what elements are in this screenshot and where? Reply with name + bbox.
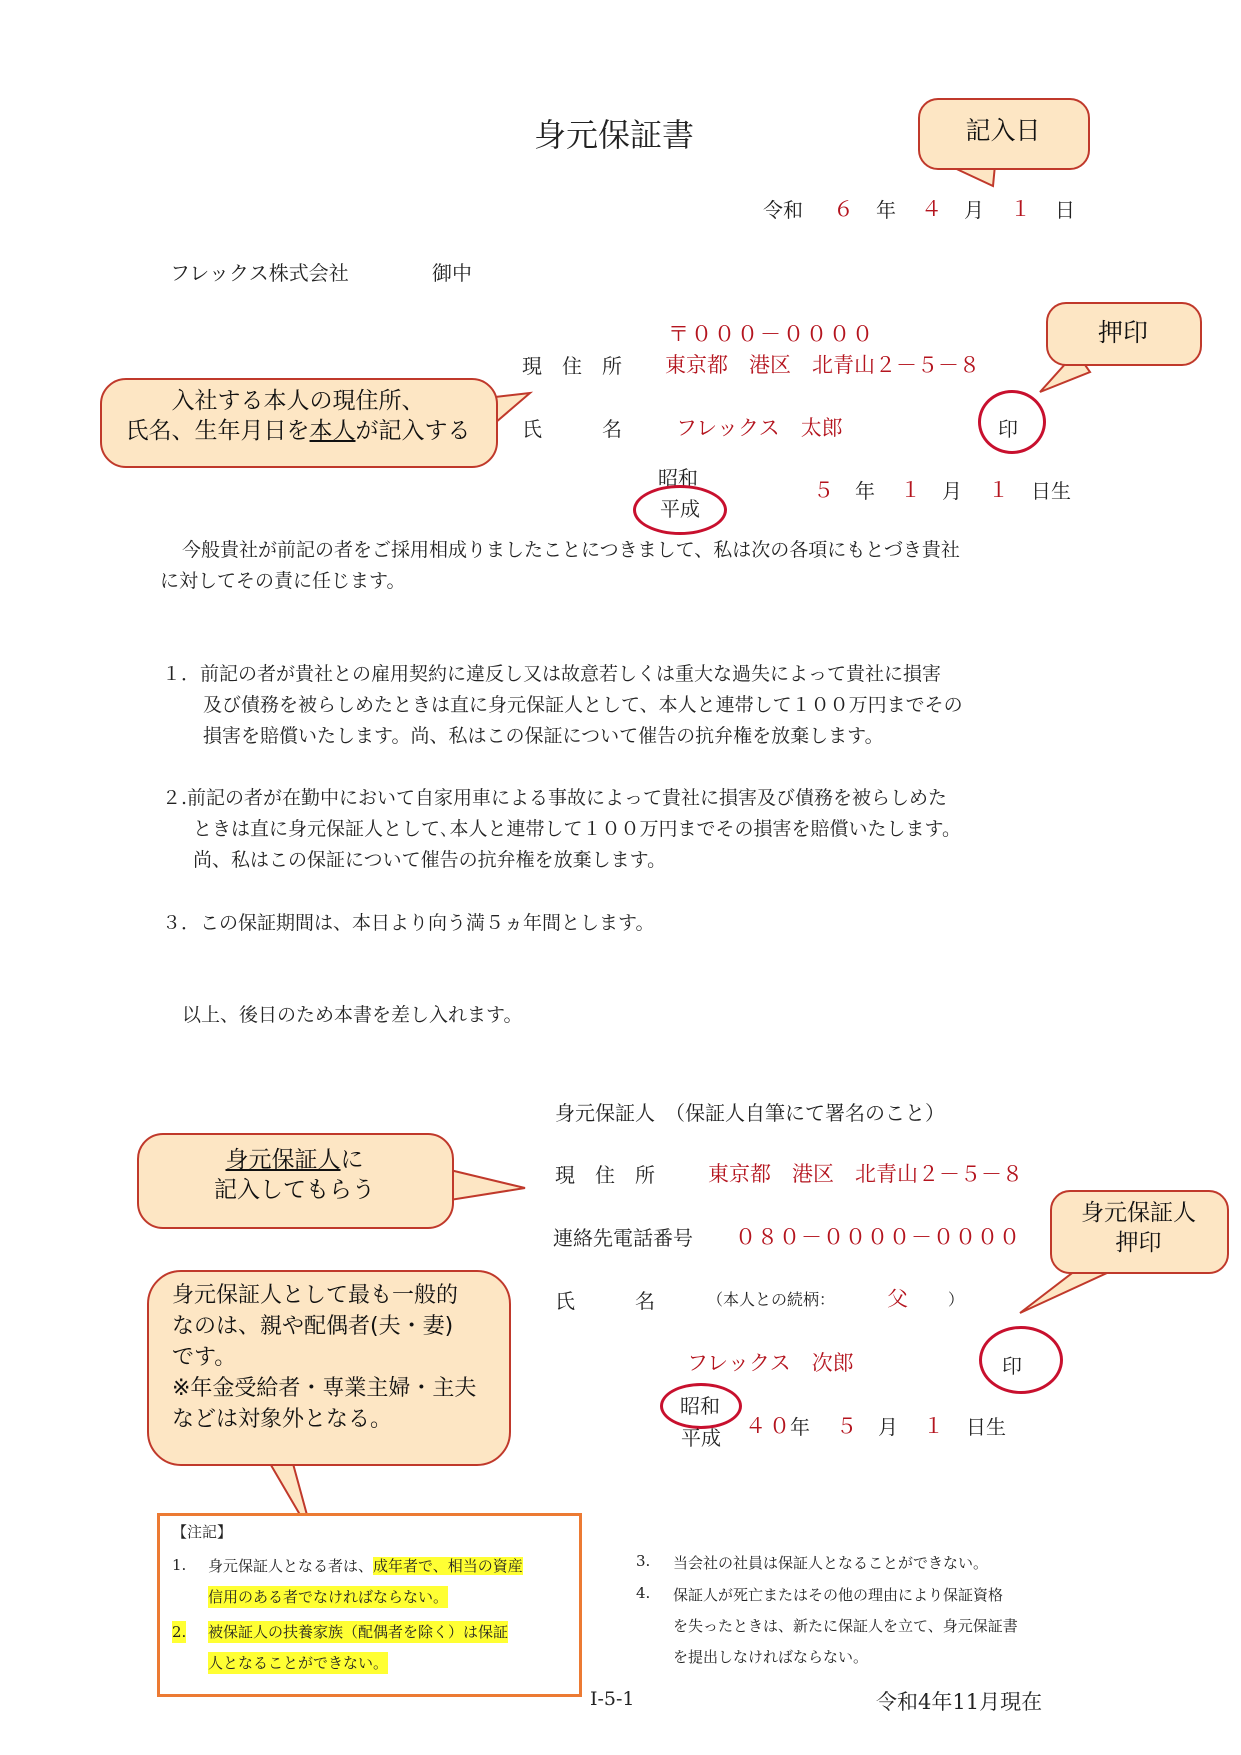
employee-name: フレックス 太郎 bbox=[676, 416, 843, 440]
typical-line5: などは対象外となる。 bbox=[172, 1407, 393, 1432]
entry-date-callout-text: 記入日 bbox=[965, 116, 1041, 145]
typical-line1: 身元保証人として最も一般的 bbox=[172, 1283, 459, 1308]
guarantor-phone: ０８０－００００－００００ bbox=[735, 1225, 1021, 1249]
note4-line3: を提出しなければならない。 bbox=[673, 1648, 869, 1666]
note2-number: 2. bbox=[172, 1623, 187, 1641]
guarantor-birth-year-unit: 年 bbox=[790, 1415, 810, 1439]
addressee-honorific: 御中 bbox=[432, 261, 472, 285]
note2-line1: 被保証人の扶養家族（配偶者を除く）は保証 bbox=[208, 1623, 509, 1641]
guarantor-name-label: 氏 名 bbox=[555, 1289, 655, 1313]
date-era: 令和 bbox=[763, 198, 803, 222]
employee-name-label: 氏 名 bbox=[522, 417, 622, 441]
employee-callout-text bbox=[100, 386, 496, 446]
guarantor-name: フレックス 次郎 bbox=[687, 1351, 854, 1375]
guarantor-birth-month: ５ bbox=[836, 1414, 857, 1438]
guarantor-fill-callout-tail bbox=[450, 1170, 525, 1200]
employee-address: 東京都 港区 北青山２－５－８ bbox=[665, 353, 980, 377]
typical-line4: ※年金受給者・専業主婦・主夫 bbox=[172, 1376, 477, 1401]
date-month-unit: 月 bbox=[964, 198, 984, 222]
guarantor-relation: 父 bbox=[887, 1287, 908, 1311]
note1-number: 1. bbox=[172, 1556, 187, 1574]
note3-number: 3. bbox=[636, 1552, 651, 1570]
guarantor-era-showa: 昭和 bbox=[680, 1394, 720, 1418]
addressee-company: フレックス株式会社 bbox=[170, 261, 349, 285]
note1-highlight1: 成年者で、相当の資産 bbox=[373, 1557, 523, 1575]
employee-era-showa: 昭和 bbox=[658, 466, 698, 490]
clause3: ３．この保証期間は、本日より向う満５ヵ年間とします。 bbox=[162, 912, 655, 934]
employee-birth-day-unit: 日生 bbox=[1031, 479, 1071, 503]
guarantor-phone-label: 連絡先電話番号 bbox=[553, 1226, 693, 1250]
guarantor-seal-callout-text bbox=[1050, 1198, 1227, 1258]
guarantor-address: 東京都 港区 北青山２－５－８ bbox=[708, 1162, 1023, 1186]
note4-line1: 保証人が死亡またはその他の理由により保証資格 bbox=[673, 1586, 1004, 1604]
typical-line2: なのは、親や配偶者(夫・妻) bbox=[172, 1314, 454, 1339]
employee-callout-line2-pre: 氏名、生年月日を bbox=[125, 418, 310, 444]
seal-callout-text: 押印 bbox=[1097, 318, 1148, 347]
notes-title: 【注記】 bbox=[172, 1523, 233, 1541]
clause2-line2: ときは直に身元保証人として､本人と連帯して１００万円までその損害を賠償いたします。 bbox=[193, 818, 961, 840]
typical-guarantor-callout-text bbox=[172, 1280, 476, 1435]
footer-page-number: Ⅰ-5-1 bbox=[590, 1688, 635, 1710]
guarantor-seal-line2: 押印 bbox=[1115, 1230, 1162, 1256]
typical-line3: です。 bbox=[172, 1345, 237, 1370]
note1-line2: 信用のある者でなければならない。 bbox=[208, 1588, 449, 1606]
clause1-line3: 損害を賠償いたします。尚、私はこの保証について催告の抗弁権を放棄します。 bbox=[203, 725, 884, 747]
note3-text: 当会社の社員は保証人となることができない。 bbox=[673, 1554, 989, 1572]
guarantor-heading: 身元保証人 （保証人自筆にて署名のこと） bbox=[555, 1101, 945, 1125]
date-year: ６ bbox=[833, 197, 854, 221]
footer-as-of: 令和4年11月現在 bbox=[876, 1690, 1043, 1714]
date-day: １ bbox=[1010, 197, 1031, 221]
guarantor-fill-callout-text bbox=[137, 1145, 452, 1205]
date-day-unit: 日 bbox=[1055, 198, 1075, 222]
employee-address-label: 現 住 所 bbox=[522, 354, 622, 378]
intro-line2: に対してその責に任じます。 bbox=[160, 570, 406, 592]
clause2-line1: ２.前記の者が在勤中において自家用車による事故によって貴社に損害及び債務を被らしめた bbox=[162, 787, 948, 809]
employee-callout-underlined: 本人 bbox=[309, 418, 356, 444]
guarantor-birth-month-unit: 月 bbox=[878, 1415, 898, 1439]
note4-number: 4. bbox=[636, 1584, 651, 1602]
guarantor-seal: 印 bbox=[1002, 1354, 1022, 1378]
employee-seal: 印 bbox=[998, 417, 1018, 441]
guarantor-fill-underlined: 身元保証人 bbox=[225, 1147, 341, 1173]
employee-birth-year: ５ bbox=[813, 478, 834, 502]
clause1-line2: 及び債務を被らしめたときは直に身元保証人として、本人と連帯して１００万円までその bbox=[203, 694, 963, 716]
employee-postal: 〒０００－００００ bbox=[668, 322, 875, 346]
employee-era-heisei: 平成 bbox=[660, 497, 700, 521]
clause2-line3: 尚、私はこの保証について催告の抗弁権を放棄します。 bbox=[193, 849, 667, 871]
employee-callout-line2-post: が記入する bbox=[355, 418, 471, 444]
employee-birth-year-unit: 年 bbox=[855, 479, 875, 503]
guarantor-seal-line1: 身元保証人 bbox=[1081, 1200, 1196, 1226]
employee-birth-month: １ bbox=[900, 478, 921, 502]
guarantor-relation-close: ） bbox=[948, 1290, 965, 1309]
intro-line1: 今般貴社が前記の者をご採用相成りましたことにつきまして、私は次の各項にもとづき貴社 bbox=[182, 539, 960, 561]
note4-line2: を失ったときは、新たに保証人を立て、身元保証書 bbox=[673, 1617, 1018, 1635]
date-year-unit: 年 bbox=[876, 198, 896, 222]
note1-line1 bbox=[208, 1555, 523, 1577]
date-month: ４ bbox=[921, 197, 942, 221]
document-title: 身元保証書 bbox=[534, 116, 695, 154]
guarantor-era-heisei: 平成 bbox=[681, 1426, 721, 1450]
note1-plain: 身元保証人となる者は、 bbox=[208, 1557, 374, 1575]
note2-line2: 人となることができない。 bbox=[208, 1654, 389, 1672]
guarantor-relation-open: （本人との続柄： bbox=[707, 1290, 836, 1309]
employee-birth-day: １ bbox=[988, 478, 1009, 502]
guarantor-birth-day: １ bbox=[923, 1414, 944, 1438]
employee-callout-line1: 入社する本人の現住所、 bbox=[171, 388, 425, 414]
guarantor-birth-day-unit: 日生 bbox=[966, 1415, 1006, 1439]
guarantor-fill-line2: 記入してもらう bbox=[214, 1177, 375, 1203]
employee-callout-line2 bbox=[100, 416, 496, 446]
clause1-line1: １．前記の者が貴社との雇用契約に違反し又は故意若しくは重大な過失によって貴社に損害 bbox=[162, 663, 942, 685]
guarantor-address-label: 現 住 所 bbox=[555, 1163, 655, 1187]
guarantor-fill-line1 bbox=[137, 1145, 452, 1175]
employee-birth-month-unit: 月 bbox=[942, 479, 962, 503]
guarantor-birth-year: ４０ bbox=[745, 1414, 793, 1438]
guarantor-fill-post: に bbox=[340, 1147, 364, 1173]
closing-statement: 以上、後日のため本書を差し入れます。 bbox=[182, 1004, 523, 1026]
